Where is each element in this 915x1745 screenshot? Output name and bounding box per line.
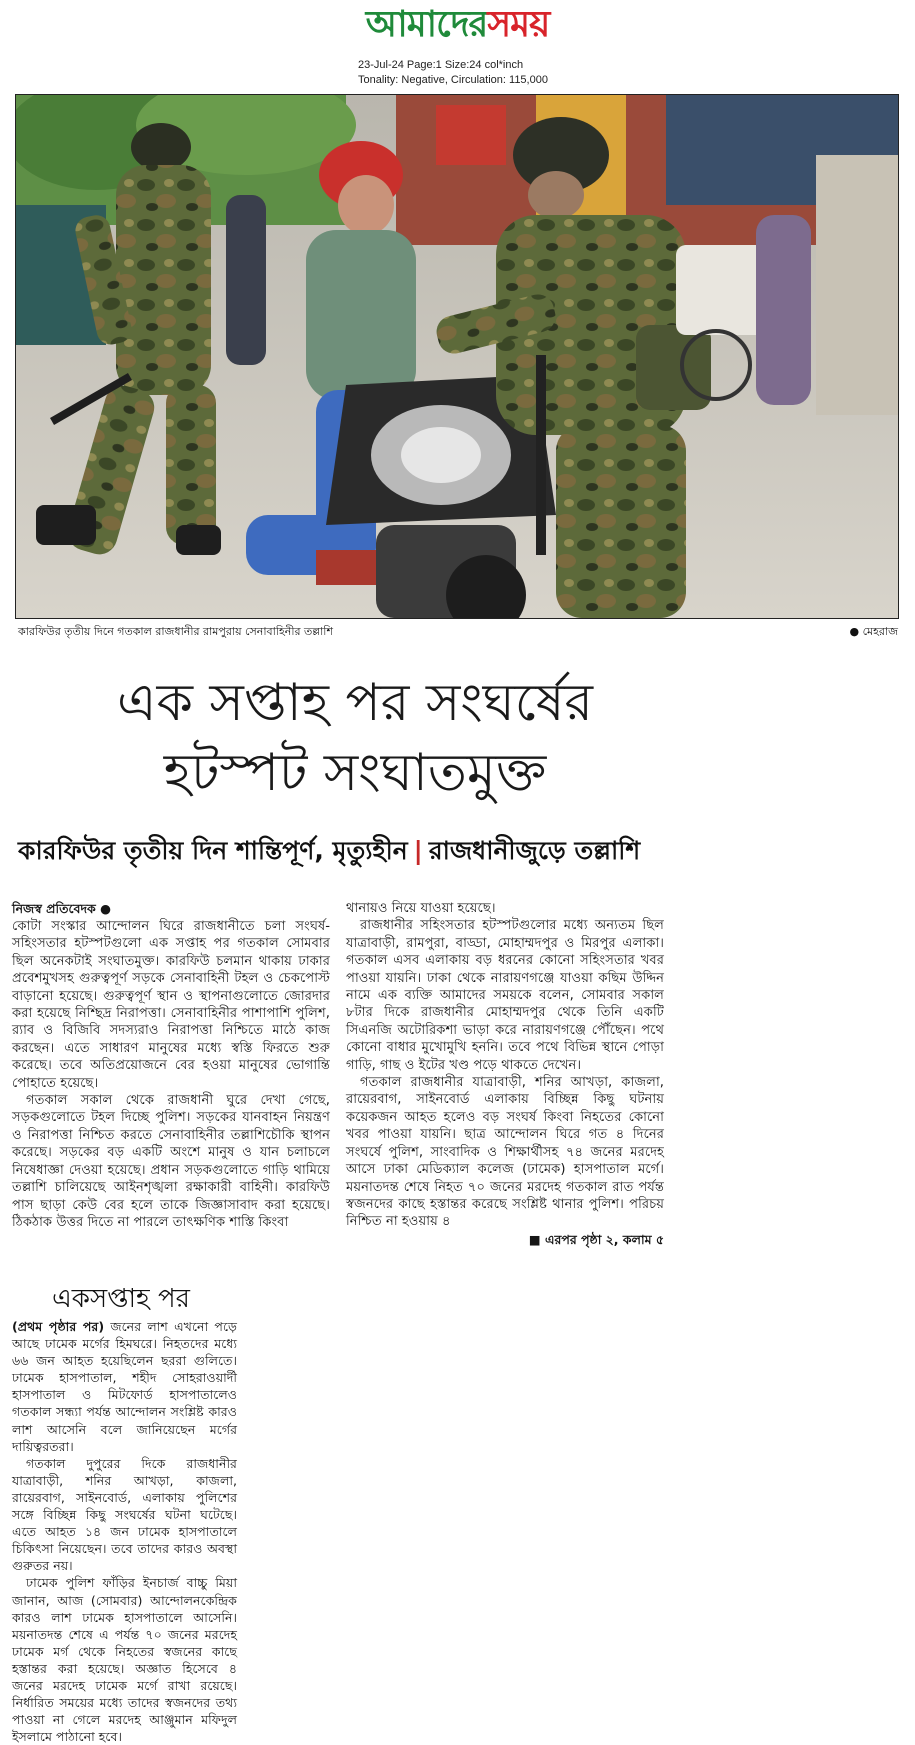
article-paragraph: কোটা সংস্কার আন্দোলন ঘিরে রাজধানীতে চলা সংঘর্ষ-সহিংসতার হটস্পটগুলো এক সপ্তাহ পর গতকাল সোমবার ছিল অনেকটাই সংঘাতমুক্ত। কারফিউ চলমান থাকায় ঢাকার প্রবেশমুখসহ গুরুত্বপূর্ণ সড়কে সেনাবাহিনী টহল ও চেকপোস্ট বাড়ানো হয়েছে। গুরুত্বপূর্ণ স্থান ও স্থাপনাগুলোতে জোরদার করা হয়েছে নিশ্ছিদ্র নিরাপত্তা। সেনাবাহিনীর পাশাপাশি পুলিশ, র‌্যাব ও বিজিবি সদস্যরাও নিরাপত্তা নিশ্চিতে মাঠে কাজ করছেন। এতে সাধারণ মানুষের মধ্যে স্বস্তি ফিরতে শুরু করেছে। তবে অতিপ্রয়োজনে বের হওয়া মানুষের ভোগান্তি পোহাতে হয়েছে। [12,919,330,1091]
photo-caption [18,624,898,640]
headline-line2: হটস্পট সংঘাতমুক্ত [163,743,547,803]
subheadline-separator: | [413,836,423,865]
article-column-2 [346,900,664,1248]
continuation-lead: (প্রথম পৃষ্ঠার পর) [12,1319,105,1334]
article-paragraph: রাজধানীর সহিংসতার হটস্পটগুলোর মধ্যে অন্যতম ছিল যাত্রাবাড়ী, রামপুরা, বাড্ডা, মোহাম্মদপুর ও মিরপুর এলাকা। গতকাল এসব এলাকায় বড় ধরনের কোনো সহিংসতার খবর পাওয়া যায়নি। ঢাকা থেকে নারায়ণগঞ্জে যাওয়া কছিম উদ্দিন নামে এক ব্যক্তি আমাদের সময়কে বলেন, সোমবার সকাল ৮টার দিকে রাজধানীর মোহাম্মদপুর থেকে তিনি একটি সিএনজি অটোরিকশা ভাড়া করে নারায়ণগঞ্জে পৌঁছেন। পথে কোনো বাধার মুখোমুখি হননি। তবে পথে বিভিন্ন স্থানে পোড়া গাড়ি, গাছ ও ইটের খণ্ড পড়ে থাকতে দেখেন। [346,918,664,1073]
subheadline [18,834,678,868]
news-photo [15,94,899,619]
masthead-part2: সময় [487,3,550,45]
continuation-paragraph: গতকাল দুপুরের দিকে রাজধানীর যাত্রাবাড়ী, শনির আখড়া, কাজলা, রায়েরবাগ, সাইনবোর্ড, এলাকায় পুলিশের সঙ্গে বিচ্ছিন্ন কিছু সংঘর্ষের ঘটনা ঘটেছে। এতে আহত ১৪ জন ঢামেক হাসপাতালে চিকিৎসা নিয়েছেন। তবে তাদের কারও অবস্থা গুরুতর নয়। [12,1455,237,1574]
headline-line1: এক সপ্তাহ পর সংঘর্ষের [117,673,593,733]
continuation-title: একসপ্তাহ পর [52,1284,190,1314]
article-column-1 [12,900,330,1231]
continuation-paragraph: ঢামেক পুলিশ ফাঁড়ির ইনচার্জ বাচ্চু মিয়া জানান, আজ (সোমবার) আন্দোলনকেন্দ্রিক কারও লাশ ঢামেক হাসপাতালে আসেনি। ময়নাতদন্ত শেষে এ পর্যন্ত ৭০ জনের মরদেহ ঢামেক মর্গ থেকে নিহতের স্বজনের কাছে হস্তান্তর করা হয়েছে। অজ্ঞাত হিসেবে ৪ জনের মরদেহ ঢামেক মর্গে রাখা রয়েছে। নির্ধারিত সময়ের মধ্যে তাদের স্বজনদের তথ্য পাওয়া না গেলে মরদেহ আঞ্জুমান মফিদুল ইসলামে পাঠানো হবে। [12,1575,237,1745]
photo-illustration [16,95,898,618]
masthead-part1: আমাদের [365,3,488,45]
byline: নিজস্ব প্রতিবেদক ● [12,901,112,916]
subheadline-left: কারফিউর তৃতীয় দিন শান্তিপূর্ণ, মৃত্যুহীন [18,836,408,865]
continuation-column [12,1318,237,1745]
article-paragraph: গতকাল সকাল থেকে রাজধানী ঘুরে দেখা গেছে, সড়কগুলোতে টহল দিচ্ছে পুলিশ। সড়কের যানবাহন নিয়ন্ত্রণ ও নিরাপত্তা নিশ্চিত করতে সেনাবাহিনীর তল্লাশিচৌকি স্থাপন করেছে। সড়কের বড় একটি অংশে মানুষ ও যান চলাচলে নিষেধাজ্ঞা দেওয়া হয়েছে। প্রধান সড়কগুলোতে গাড়ি থামিয়ে তল্লাশি চালিয়েছে আইনশৃঙ্খলা রক্ষাকারী বাহিনী। কারফিউ পাস ছাড়া কেউ বের হলে তাকে জিজ্ঞাসাবাদ করা হয়েছে। ঠিকঠাক উত্তর দিতে না পারলে তাৎক্ষণিক শাস্তি কিংবা [12,1093,330,1230]
meta-line1: 23-Jul-24 Page:1 Size:24 col*inch [358,59,524,71]
meta-line2: Tonality: Negative, Circulation: 115,000 [358,74,548,86]
jump-reference: ■ এরপর পৃষ্ঠা ২, কলাম ৫ [528,1231,664,1247]
photo-credit: ● মেহরাজ [849,625,898,638]
headline [30,668,680,808]
clipping-meta [358,58,678,88]
subheadline-right: রাজধানীজুড়ে তল্লাশি [428,836,641,865]
masthead-logo [0,2,915,46]
caption-text: কারফিউর তৃতীয় দিনে গতকাল রাজধানীর রামপুরায় সেনাবাহিনীর তল্লাশি [18,625,333,638]
continuation-text: জনের লাশ এখনো পড়ে আছে ঢামেক মর্গের হিমঘরে। নিহতদের মধ্যে ৬৬ জন আহত হয়েছিলেন ছররা গুলিতে। ঢামেক হাসপাতাল, শহীদ সোহরাওয়ার্দী হাসপাতাল ও মিটফোর্ড হাসপাতালেও গতকাল সন্ধ্যা পর্যন্ত আন্দোলন সংশ্লিষ্ট কারও লাশ আসেনি বলে জানিয়েছেন মর্গের দায়িত্বরতরা। [12,1319,238,1454]
continuation-paragraph [12,1318,237,1455]
article-paragraph: গতকাল রাজধানীর যাত্রাবাড়ী, শনির আখড়া, কাজলা, রায়েরবাগ, সাইনবোর্ড এলাকায় বিচ্ছিন্ন কিছু ঘটনায় কয়েকজন আহত হলেও বড় সংঘর্ষ কিংবা নিহতের কোনো খবর পাওয়া যায়নি। ছাত্র আন্দোলন ঘিরে গত ৪ দিনের সংঘর্ষে পুলিশ, সাংবাদিক ও শিক্ষার্থীসহ ৭৪ জনের মরদেহ আসে ঢাকা মেডিক্যাল কলেজ (ঢামেক) হাসপাতাল মর্গে। ময়নাতদন্ত শেষে নিহত ৭০ জনের মরদেহ গতকাল রাত পর্যন্ত স্বজনদের কাছে হস্তান্তর করেছে সংশ্লিষ্ট থানার পুলিশ। পরিচয় নিশ্চিত না হওয়ায় ৪ [346,1075,664,1230]
article-paragraph: থানায়ও নিয়ে যাওয়া হয়েছে। [346,901,496,916]
